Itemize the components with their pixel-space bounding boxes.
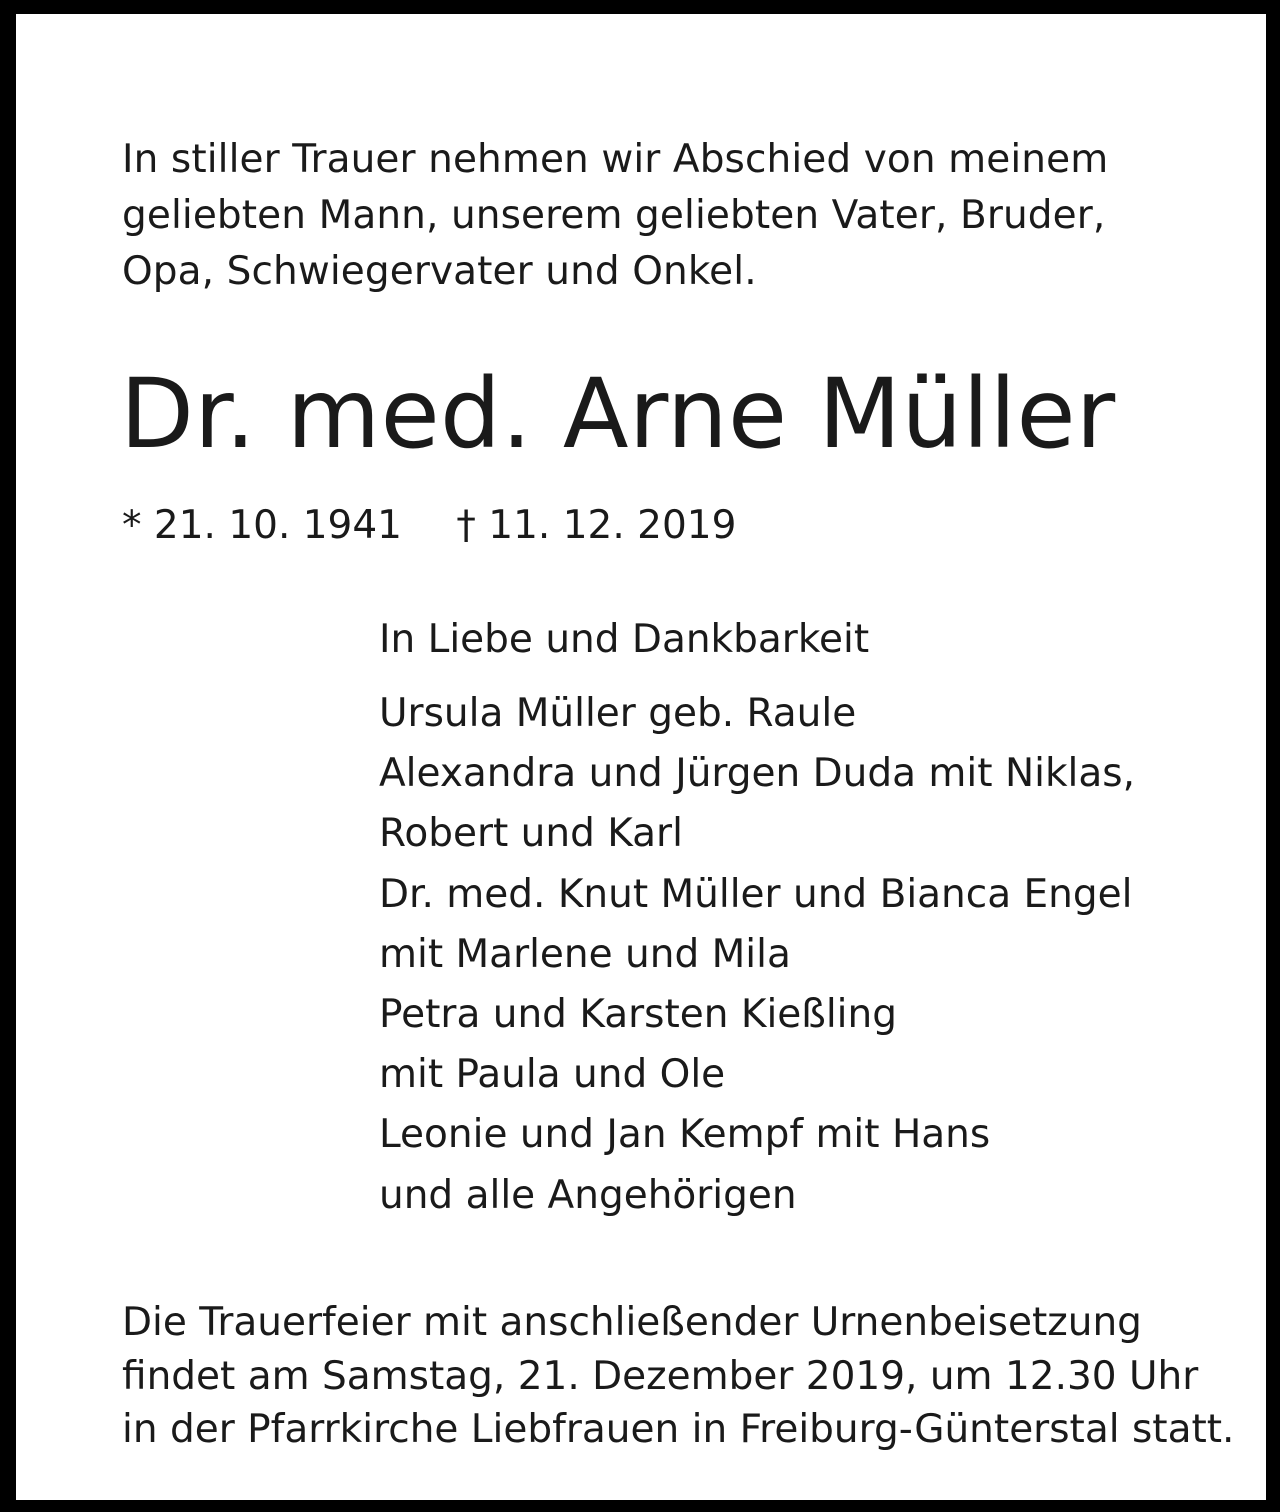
service-line: Die Trauerfeier mit anschließender Urnenbeisetzung — [122, 1300, 1142, 1345]
life-dates — [122, 498, 736, 554]
mourners-block — [379, 612, 1135, 1226]
death-date: † 11. 12. 2019 — [456, 503, 737, 548]
intro-line: Opa, Schwiegervater und Onkel. — [122, 249, 757, 294]
service-info — [122, 1296, 1234, 1457]
intro-line: In stiller Trauer nehmen wir Abschied von meinem — [122, 137, 1109, 182]
mourner-line: mit Marlene und Mila — [379, 931, 791, 977]
mourners-greeting: In Liebe und Dankbarkeit — [379, 617, 870, 662]
mourner-line: Leonie und Jan Kempf mit Hans — [379, 1112, 991, 1158]
mourner-line: Ursula Müller geb. Raule — [379, 691, 857, 736]
mourner-line: und alle Angehörigen — [379, 1172, 797, 1218]
mourner-line: Robert und Karl — [379, 811, 683, 857]
service-line: findet am Samstag, 21. Dezember 2019, um 12.30 Uhr — [122, 1353, 1199, 1399]
mourner-line: mit Paula und Ole — [379, 1052, 726, 1098]
birth-date: * 21. 10. 1941 — [122, 503, 402, 548]
mourner-line: Petra und Karsten Kießling — [379, 992, 897, 1038]
intro-text — [122, 132, 1242, 300]
service-line: in der Pfarrkirche Liebfrauen in Freiburg-Günterstal statt. — [122, 1407, 1235, 1452]
deceased-name: Dr. med. Arne Müller — [120, 358, 1116, 470]
mourner-line: Dr. med. Knut Müller und Bianca Engel — [379, 871, 1133, 917]
mourner-line: Alexandra und Jürgen Duda mit Niklas, — [379, 751, 1135, 797]
intro-line: geliebten Mann, unserem geliebten Vater, Bruder, — [122, 193, 1106, 238]
